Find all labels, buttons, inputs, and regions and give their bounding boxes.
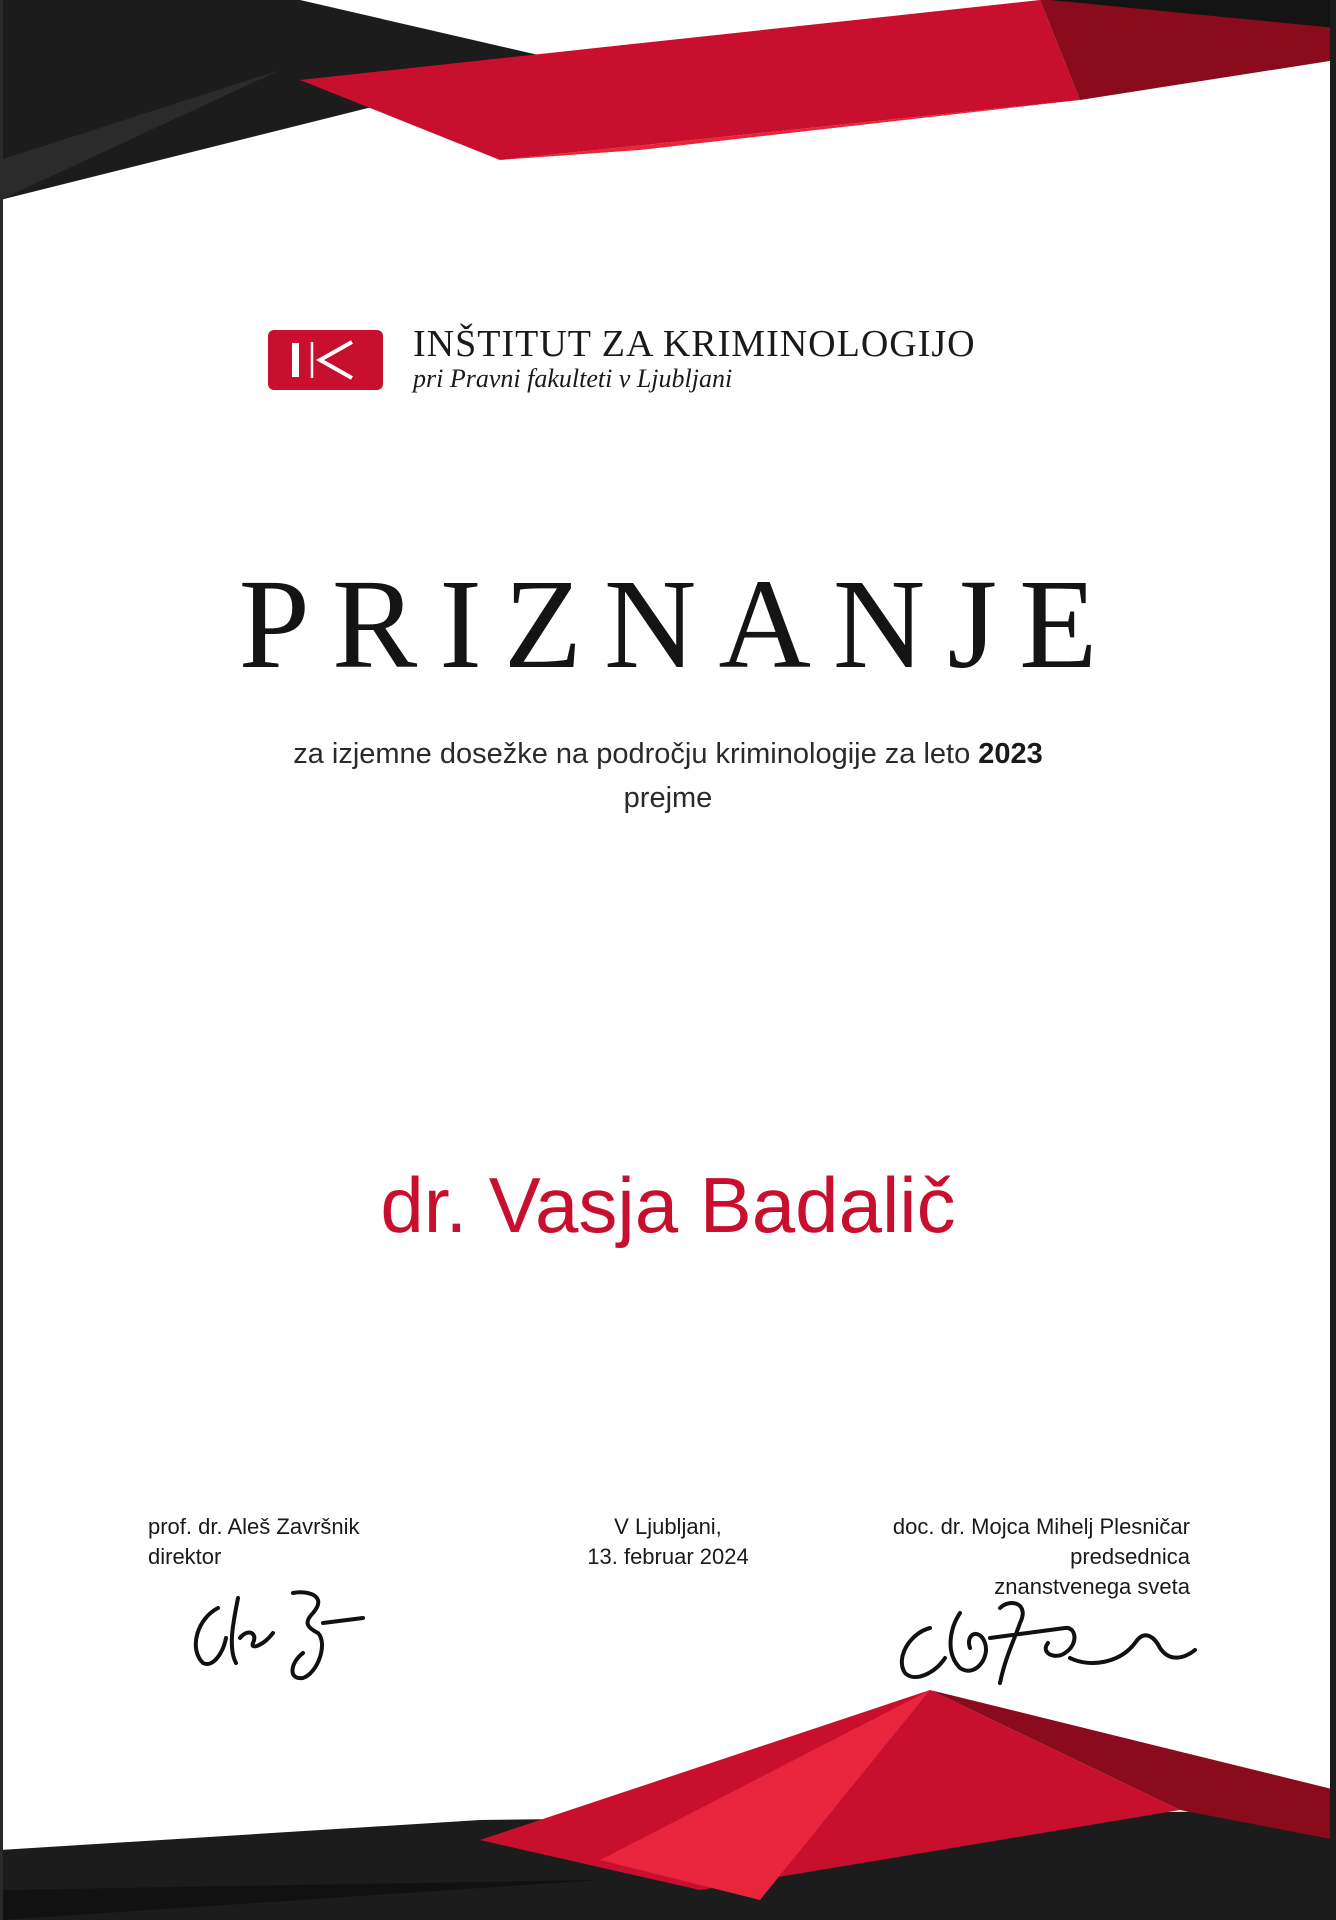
signatory-left-name: prof. dr. Aleš Završnik [148, 1514, 360, 1539]
signature-left [178, 1578, 368, 1688]
receive-text: prejme [623, 782, 713, 814]
institute-subtitle: pri Pravni fakulteti v Ljubljani [413, 364, 733, 393]
date: 13. februar 2024 [587, 1544, 749, 1569]
signatory-left-role: direktor [148, 1544, 222, 1569]
recipient-name: dr. Vasja Badalič [380, 1161, 956, 1249]
subtitle-text: za izjemne dosežke na področju kriminologije za leto [293, 738, 979, 770]
award-year: 2023 [978, 738, 1043, 770]
place-date [548, 1512, 788, 1572]
page-edge-left [0, 0, 3, 1920]
page-edge-right [1330, 0, 1336, 1920]
certificate-subtitle [0, 738, 1336, 771]
signatory-right-role-1: predsednica [1070, 1544, 1190, 1569]
signature-right [890, 1588, 1200, 1698]
top-decoration [0, 0, 1336, 210]
institute-logo [268, 330, 383, 390]
place: V Ljubljani, [614, 1514, 722, 1539]
signatory-right-name: doc. dr. Mojca Mihelj Plesničar [892, 1514, 1190, 1539]
institute-name: INŠTITUT ZA KRIMINOLOGIJO [413, 323, 976, 365]
signatory-right-role-2: znanstvenega sveta [994, 1574, 1190, 1599]
certificate-title: PRIZNANJE [238, 553, 1120, 695]
signatory-left [148, 1512, 360, 1572]
bottom-decoration [0, 1690, 1336, 1920]
